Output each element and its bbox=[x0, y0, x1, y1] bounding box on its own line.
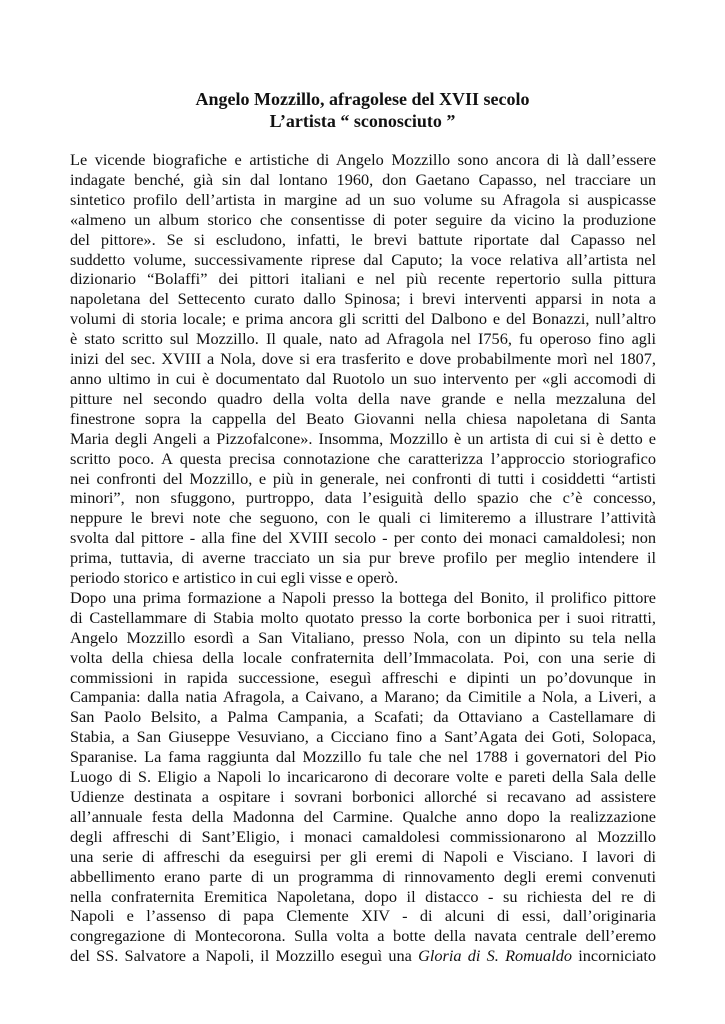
text-line: di Castellammare di Stabia molto quotato presso la corte borbonica per i suoi ritratti, bbox=[70, 607, 656, 627]
text-line: volta della chiesa della locale confraternita dell’Immacolata. Poi, con una serie di bbox=[70, 647, 656, 667]
text-line: degli affreschi di Sant’Eligio, i monaci camaldolesi commissionarono al Mozzillo bbox=[70, 826, 656, 846]
text-line: «almeno un album storico che consentisse di poter seguire da vicino la produzione bbox=[70, 209, 656, 229]
text-line: del pittore». Se si escludono, infatti, le brevi battute riportate dal Capasso nel bbox=[70, 229, 656, 249]
text-line: volumi di storia locale; e prima ancora gli scritti del Dalbono e del Bonazzi, null’altro bbox=[70, 309, 656, 329]
text-line: nella confraternita Eremitica Napoletana, dopo il distacco - su richiesta del re di bbox=[70, 886, 656, 906]
text-segment: incorniciato bbox=[572, 946, 656, 966]
text-line: è stato scritto sul Mozzillo. Il quale, nato ad Afragola nel I756, fu operoso fino agli bbox=[70, 329, 656, 349]
text-line: Le vicende biografiche e artistiche di Angelo Mozzillo sono ancora di là dall’essere bbox=[70, 150, 656, 169]
text-line: sintetico profilo dell’artista in margine ad un suo volume su Afragola si auspicasse bbox=[70, 189, 656, 209]
text-segment: del SS. Salvatore a Napoli, il Mozzillo eseguì una bbox=[70, 946, 419, 966]
text-line: San Paolo Belsito, a Palma Campania, a Scafati; da Ottaviano a Castellamare di bbox=[70, 707, 656, 727]
text-line: minori”, non sfuggono, purtroppo, data l’esiguità dello spazio che c’è concesso, bbox=[70, 488, 656, 508]
text-line: suddetto volume, successivamente riprese dal Caputo; la voce relativa all’artista nel bbox=[70, 249, 656, 269]
text-line: anno ultimo in cui è documentato dal Ruotolo un suo intervento per «gli accomodi di bbox=[70, 368, 656, 388]
text-line: Napoli e l’assenso di papa Clemente XIV - di alcuni di essi, dall’originaria bbox=[70, 906, 656, 926]
text-line: finestrone sopra la cappella del Beato Giovanni nella chiesa napoletana di Santa bbox=[70, 408, 656, 428]
text-line: all’annuale festa della Madonna del Carmine. Qualche anno dopo la realizzazione bbox=[70, 806, 656, 826]
text-line: Udienze destinata a ospitare i sovrani borbonici allorché si recavano ad assistere bbox=[70, 787, 656, 806]
italic-title: Gloria di S. Romualdo bbox=[418, 946, 573, 966]
body-text bbox=[70, 150, 656, 966]
text-line: Stabia, a San Giuseppe Vesuviano, a Cicciano fino a Sant’Agata dei Goti, Solopaca, bbox=[70, 727, 656, 747]
text-line: Luogo di S. Eligio a Napoli lo incaricarono di decorare volte e pareti della Sala delle bbox=[70, 767, 656, 787]
text-line: periodo storico e artistico in cui egli visse e operò. bbox=[70, 568, 399, 588]
text-line: congregazione di Montecorona. Sulla volta a botte della navata centrale dell’eremo bbox=[70, 926, 656, 946]
text-line: nei confronti del Mozzillo, e più in generale, nei confronti di tutti i cosiddetti “artisti bbox=[70, 468, 656, 488]
text-line bbox=[70, 946, 656, 966]
text-line: indagate benché, già sin dal lontano 1960, don Gaetano Capasso, nel tracciare un bbox=[70, 169, 656, 189]
page-title: Angelo Mozzillo, afragolese del XVII secolo bbox=[195, 89, 530, 109]
text-line: Angelo Mozzillo esordì a San Vitaliano, presso Nola, con un dipinto su tela nella bbox=[70, 627, 656, 647]
text-line: abbellimento erano parte di un programma di rinnovamento degli eremi convenuti bbox=[70, 866, 656, 886]
text-line: Dopo una prima formazione a Napoli presso la bottega del Bonito, il prolifico pittore bbox=[70, 587, 656, 607]
text-line: prima, tuttavia, di averne tracciato un sia pur breve profilo per meglio intendere il bbox=[70, 548, 656, 568]
text-line: neppure le brevi note che seguono, con le quali ci limiteremo a illustrare l’attività bbox=[70, 508, 656, 528]
text-line: scritto poco. A questa precisa connotazione che caratterizza l’approccio storiografico bbox=[70, 448, 656, 468]
text-line: svolta dal pittore - alla fine del XVIII secolo - per conto dei monaci camaldolesi; non bbox=[70, 528, 656, 548]
text-line: Sparanise. La fama raggiunta dal Mozzillo fu tale che nel 1788 i governatori del Pio bbox=[70, 747, 656, 767]
text-line: Maria degli Angeli a Pizzofalcone». Insomma, Mozzillo è un artista di cui si è detto e bbox=[70, 428, 656, 448]
text-line: una serie di affreschi da eseguirsi per gli eremi di Napoli e Visciano. I lavori di bbox=[70, 846, 656, 866]
text-line: dizionario “Bolaffi” dei pittori italiani e nel più recente repertorio sulla pittura bbox=[70, 269, 656, 289]
text-line: Campania: dalla natia Afragola, a Caivano, a Marano; da Cimitile a Nola, a Liveri, a bbox=[70, 687, 656, 707]
text-line: inizi del sec. XVIII a Nola, dove si era trasferito e dove probabilmente morì nel 1807, bbox=[70, 349, 656, 369]
page-subtitle: L’artista “ sconosciuto ” bbox=[269, 111, 456, 131]
text-line: commissioni in rapida successione, eseguì affreschi e dipinti un po’dovunque in bbox=[70, 667, 656, 687]
text-line: pitture nel secondo quadro della volta della nave grande e nella mezzaluna del bbox=[70, 388, 656, 408]
text-line: napoletana del Settecento curato dallo Spinosa; i brevi interventi apparsi in nota a bbox=[70, 289, 656, 309]
title-block bbox=[0, 88, 725, 132]
